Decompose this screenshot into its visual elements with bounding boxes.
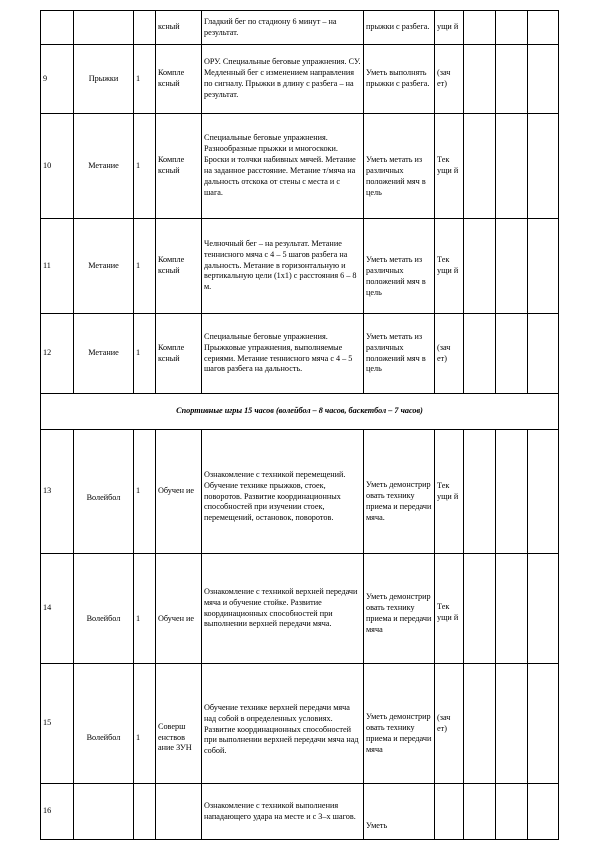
lesson-number — [41, 11, 74, 45]
section-row — [41, 394, 559, 430]
table-row — [41, 664, 559, 784]
lesson-content: Ознакомление с техникой выполнения нападающего удара на месте и с 3–х шагов. — [202, 784, 364, 840]
lesson-control: (зач ет) — [435, 314, 464, 394]
empty-cell — [528, 114, 559, 219]
lesson-content: Челночный бег – на результат. Метание теннисного мяча с 4 – 5 шагов разбега на дальность. Метание в горизонтальную и вертикальную цели (1х1) с расстояния 6 – 8 м. — [202, 219, 364, 314]
lesson-type: ксный — [156, 11, 202, 45]
lesson-number: 11 — [41, 219, 74, 314]
lesson-content: ОРУ. Специальные беговые упражнения. СУ. Медленный бег с изменением направления по сигналу. Прыжки в длину с разбега – на результат. — [202, 45, 364, 114]
empty-cell — [464, 114, 496, 219]
empty-cell — [528, 314, 559, 394]
empty-cell — [528, 664, 559, 784]
lesson-requirement: Уметь демонстрир овать технику приема и передачи мяча. — [364, 430, 435, 554]
lesson-number: 13 — [41, 430, 74, 554]
lesson-topic: Прыжки — [74, 45, 134, 114]
lesson-number: 16 — [41, 784, 74, 840]
lesson-type: Обучен ие — [156, 554, 202, 664]
lesson-requirement: Уметь выполнять прыжки с разбега. — [364, 45, 435, 114]
table-row — [41, 219, 559, 314]
lesson-requirement: Уметь демонстрир овать технику приема и передачи мяча — [364, 664, 435, 784]
table-row — [41, 314, 559, 394]
table-row — [41, 554, 559, 664]
lesson-hours: 1 — [134, 314, 156, 394]
lesson-content: Ознакомление с техникой перемещений. Обучение технике прыжков, стоек, поворотов. Развитие координационных способностей при изучении стоек, перемещений, остановок, поворотов. — [202, 430, 364, 554]
empty-cell — [528, 219, 559, 314]
lesson-topic: Волейбол — [74, 554, 134, 664]
lesson-topic: Метание — [74, 314, 134, 394]
section-title: Спортивные игры 15 часов (волейбол – 8 часов, баскетбол – 7 часов) — [41, 394, 559, 430]
empty-cell — [496, 314, 528, 394]
table-row — [41, 11, 559, 45]
lesson-control: (зач ет) — [435, 664, 464, 784]
empty-cell — [496, 11, 528, 45]
lesson-plan-table — [40, 10, 559, 840]
lesson-control — [435, 784, 464, 840]
lesson-requirement: Уметь демонстрир овать технику приема и передачи мяча — [364, 554, 435, 664]
lesson-control: ущи й — [435, 11, 464, 45]
lesson-number: 15 — [41, 664, 74, 784]
lesson-topic — [74, 784, 134, 840]
empty-cell — [496, 45, 528, 114]
empty-cell — [464, 664, 496, 784]
empty-cell — [496, 664, 528, 784]
lesson-topic: Волейбол — [74, 430, 134, 554]
lesson-topic: Метание — [74, 114, 134, 219]
empty-cell — [528, 784, 559, 840]
lesson-requirement: Уметь — [364, 784, 435, 840]
lesson-hours: 1 — [134, 219, 156, 314]
lesson-control: Тек ущи й — [435, 554, 464, 664]
lesson-content: Гладкий бег по стадиону 6 минут – на результат. — [202, 11, 364, 45]
lesson-number: 9 — [41, 45, 74, 114]
lesson-hours: 1 — [134, 430, 156, 554]
empty-cell — [464, 45, 496, 114]
lesson-type: Компле ксный — [156, 114, 202, 219]
table-row — [41, 784, 559, 840]
lesson-requirement: Уметь метать из различных положений мяч в цель — [364, 314, 435, 394]
lesson-hours: 1 — [134, 45, 156, 114]
lesson-control: Тек ущи й — [435, 219, 464, 314]
lesson-type: Обучен ие — [156, 430, 202, 554]
empty-cell — [464, 219, 496, 314]
lesson-content: Ознакомление с техникой верхней передачи мяча и обучение стойке. Развитие координационных способностей при выполнении верхней передачи мяча. — [202, 554, 364, 664]
empty-cell — [528, 45, 559, 114]
lesson-requirement: Уметь метать из различных положений мяч в цель — [366, 255, 426, 297]
lesson-content: Специальные беговые упражнения. Прыжковые упражнения, выполняемые сериями. Метание теннисного мяча с 4 – 5 шагов разбега на дальность. — [202, 314, 364, 394]
lesson-number: 14 — [41, 554, 74, 664]
empty-cell — [528, 11, 559, 45]
empty-cell — [528, 554, 559, 664]
lesson-control: Тек ущи й — [435, 430, 464, 554]
lesson-type: Компле ксный — [156, 219, 202, 314]
lesson-requirement: прыжки с разбега. — [364, 11, 435, 45]
lesson-topic: Волейбол — [74, 664, 134, 784]
empty-cell — [464, 784, 496, 840]
lesson-type: Компле ксный — [156, 45, 202, 114]
lesson-requirement-cell — [364, 114, 435, 219]
lesson-topic — [74, 11, 134, 45]
empty-cell — [464, 314, 496, 394]
table-row — [41, 45, 559, 114]
lesson-hours: 1 — [134, 554, 156, 664]
lesson-number: 10 — [41, 114, 74, 219]
empty-cell — [496, 430, 528, 554]
lesson-topic: Метание — [74, 219, 134, 314]
lesson-content: Обучение технике верхней передачи мяча над собой в определенных условиях. Развитие координационных способностей при выполнении верхней передачи мяча над собой. — [202, 664, 364, 784]
lesson-control: Тек ущи й — [435, 114, 464, 219]
empty-cell — [464, 430, 496, 554]
empty-cell — [496, 114, 528, 219]
table-row — [41, 114, 559, 219]
lesson-type: Компле ксный — [156, 314, 202, 394]
lesson-type — [156, 784, 202, 840]
lesson-hours: 1 — [134, 114, 156, 219]
table-row — [41, 430, 559, 554]
empty-cell — [464, 11, 496, 45]
lesson-hours — [134, 784, 156, 840]
lesson-hours — [134, 11, 156, 45]
lesson-hours: 1 — [134, 664, 156, 784]
empty-cell — [496, 219, 528, 314]
lesson-content: Специальные беговые упражнения. Разнообразные прыжки и многоскоки. Броски и толчки набивных мячей. Метание на заданное расстояние. Метание т/мяча на дальность отскока от стены с места и с шага. — [202, 114, 364, 219]
lesson-requirement-cell — [364, 219, 435, 314]
empty-cell — [496, 554, 528, 664]
lesson-control: (зач ет) — [435, 45, 464, 114]
lesson-number: 12 — [41, 314, 74, 394]
empty-cell — [496, 784, 528, 840]
empty-cell — [528, 430, 559, 554]
lesson-requirement: Уметь метать из различных положений мяч в цель — [366, 155, 426, 197]
empty-cell — [464, 554, 496, 664]
lesson-type: Соверш енствов ание ЗУН — [156, 664, 202, 784]
